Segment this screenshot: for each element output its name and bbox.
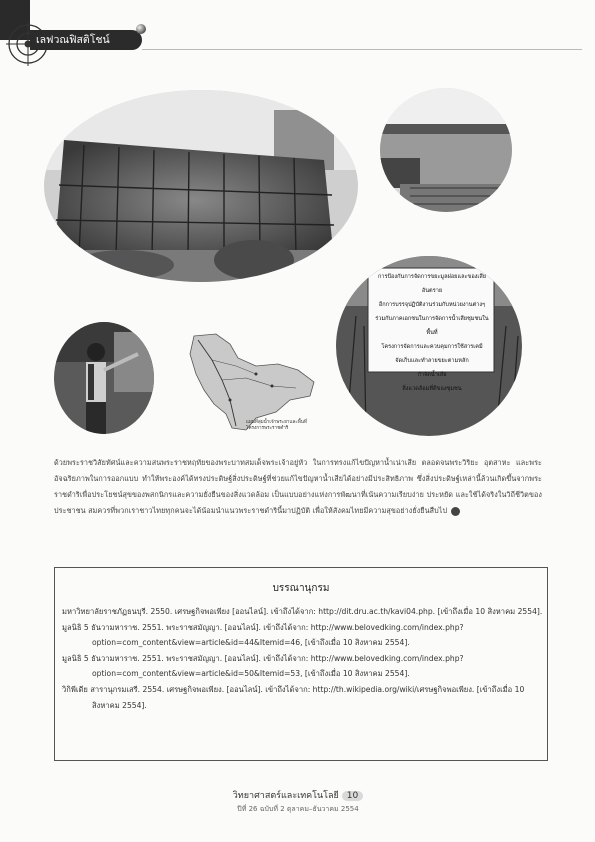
bibliography-entry: วิกิพีเดีย สารานุกรมเสรี. 2554. เศรษฐกิจพอเพียง. [ออนไลน์]. เข้าถึงได้จาก: http://th.wikipedia.org/wiki/เศรษฐกิจพอเพียง. [เข้าถึงเมื่อ 10 สิงหาคม 2554]. [62,684,525,710]
bibliography-entry: มหาวิทยาลัยราชภัฏธนบุรี. 2550. เศรษฐกิจพอเพียง [ออนไลน์]. เข้าถึงได้จาก: http://dit.dru.ac.th/kavi04.php. [เข้าถึงเมื่อ 10 สิงหาคม 2554]. [62,607,543,616]
issue-line: ปีที่ 26 ฉบับที่ 2 ตุลาคม–ธันวาคม 2554 [237,805,359,813]
sign-line: สิ่งแวดล้อมที่ดีของชุมชน [402,386,462,392]
section-title: เลฟวณฟิสติโชน์ [30,30,142,50]
bibliography-entry: มูลนิธิ 5 ธันวามหาราช. 2551. พระราชสมัญญา. [ออนไลน์]. เข้าถึงได้จาก: http://www.belovedking.com/index.php?option=com_content&view=article&id=50&Itemid=53, [เข้าถึงเมื่อ 10 สิงหาคม 2554]. [62,653,464,679]
photo-water-channel [380,88,512,212]
sign-line: ร่วมกับภาคเอกชนในการจัดการน้ำเสียชุมชนในพื้นที่ [375,316,489,336]
bibliography-entry: มูลนิธิ 5 ธันวามหาราช. 2551. พระราชสมัญญา. [ออนไลน์]. เข้าถึงได้จาก: http://www.belovedking.com/index.php?option=com_content&view=article&id=44&Itemid=46, [เข้าถึงเมื่อ 10 สิงหาคม 2554]. [62,622,464,648]
bibliography-title: บรรณานุกรม [272,583,330,594]
sign-line: จัดเก็บและทำลายขยะตามหลัก [395,358,469,364]
photo-person-pointing [54,322,154,434]
sign-line: โครงการจัดการและควบคุมการใช้สารเคมี [381,344,483,350]
page-number: 10 [342,791,363,801]
tab-bullet-icon [136,24,146,34]
footer [200,788,396,802]
sign-board-text [370,270,494,396]
sign-line: การป้องกันการจัดการขยะมูลฝอยและของเสียอันตราย [377,274,487,294]
map-caption: แผนที่ลุ่มน้ำเจ้าพระยาและพื้นที่โครงการพระราชดำริ [246,420,307,431]
body-paragraph [54,455,542,519]
sign-line: กำจัดน้ำเสีย [417,372,447,378]
bibliography-list [62,604,546,713]
end-mark-icon [451,507,460,516]
river-basin-map [186,330,318,440]
magazine-title: วิทยาศาสตร์และเทคโนโลยี [232,791,339,801]
sign-line: อีกการบรรจุปฏิบัติงานร่วมกับหน่วยงานต่างๆ [378,302,486,308]
header-divider [142,49,582,50]
body-paragraph-text: ด้วยพระราชวิสัยทัศน์และความสนพระราชหฤทัยของพระบาทสมเด็จพระเจ้าอยู่หัว ในการทรงแก้ไขปัญหาน้ำเน่าเสีย ตลอดจนพระวิริยะ อุตสาหะ และพระอัจฉริยภาพในการออกแบบ ทำให้พระองค์ได้ทรงประดิษฐ์สิ่งประดิษฐ์ที่ช่วยแก้ไขปัญหาน้ำเสียได้อย่างมีประสิทธิภาพ ซึ่งสิ่งประดิษฐ์เหล่านี้ล้วนเกิดขึ้นจากพระราชดำริเพื่อประโยชน์สุขของพสกนิกรและความยั่งยืนของสิ่งแวดล้อม เป็นแบบอย่างแห่งการพัฒนาที่เน้นความเรียบง่าย ประหยัด และใช้ได้จริงในวิถีชีวิตของประชาชน สมควรที่พวกเราชาวไทยทุกคนจะได้น้อมนำแนวพระราชดำรินี้มาปฏิบัติ เพื่อให้สังคมไทยมีความสุขอย่างยั่งยืนสืบไป [54,458,542,515]
photo-building [44,90,358,282]
